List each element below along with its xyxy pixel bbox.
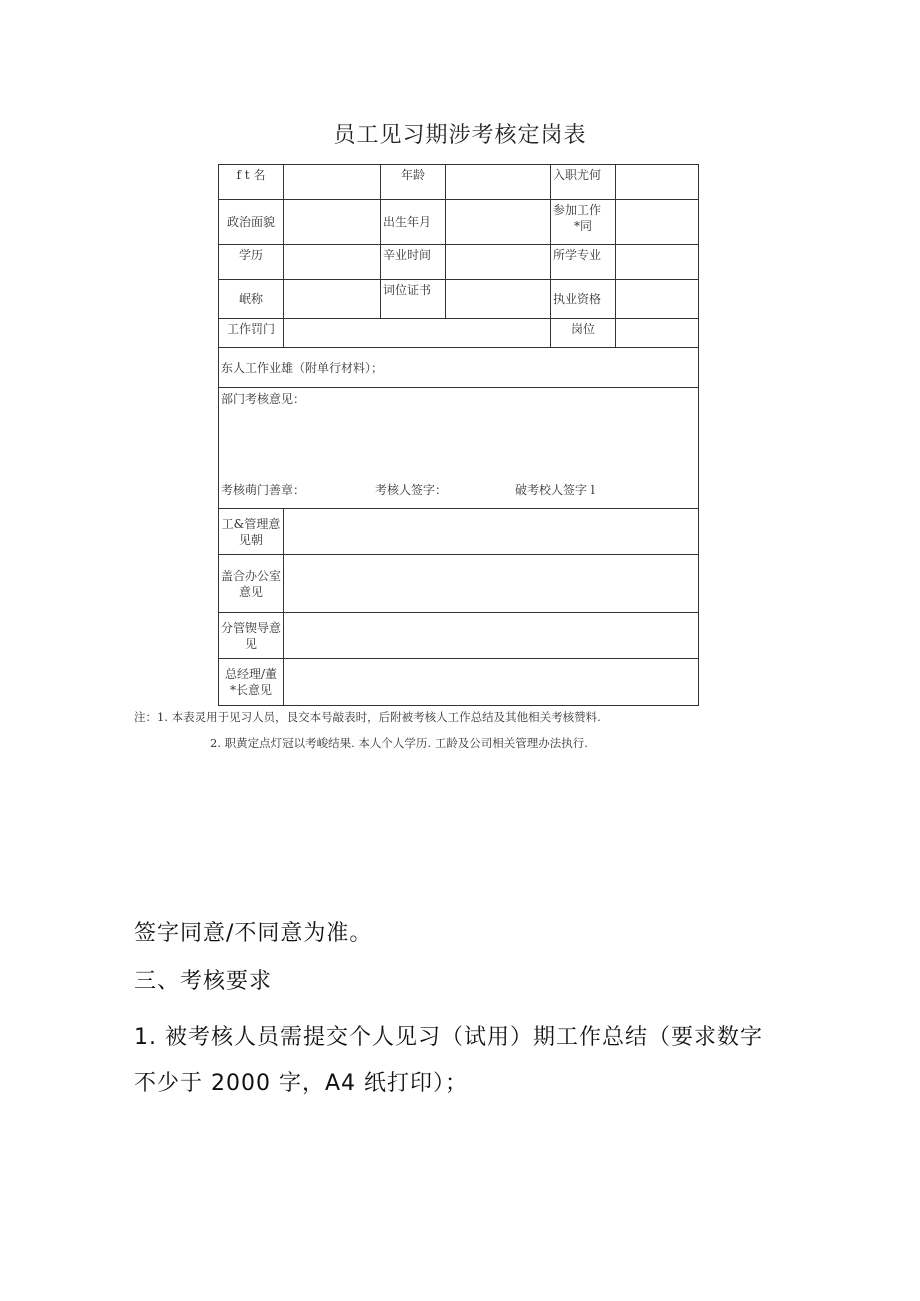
major-field[interactable] [616,245,699,280]
work-summary-cell[interactable] [219,348,699,388]
education-label: 学历 [219,245,284,280]
cert-field[interactable] [446,280,551,319]
form-row-dept-opinion [219,388,699,509]
cert-label: 词位证书 [381,280,446,319]
body-line-1: 签字同意/不同意为准。 [134,921,373,946]
leader-opinion-label-line1: 分管锲导意 [221,620,282,635]
dept-opinion-label: 部门考核意见： [221,392,306,406]
work-start-label [551,200,616,245]
work-start-label-line1: 参加工作 [553,203,602,217]
form-row-education [219,245,699,280]
assessee-signature-label: 破考校人签字 l [515,483,595,497]
section-heading: 三、考核要求 [134,969,273,994]
gm-opinion-field[interactable] [284,659,699,706]
politics-field[interactable] [284,200,381,245]
assessment-form-table [218,164,699,706]
note-1: 注：1. 本表灵用于见习人员，艮交本号敲表时，后附被考核人工作总结及其他相关考核赞料. [134,710,601,724]
dept-field[interactable] [284,319,551,348]
form-title: 员工见习期涉考核定岗表 [333,123,587,148]
birth-label: 出生年月 [381,200,446,245]
admin-opinion-label-line2: 见朝 [238,532,263,547]
admin-opinion-label-line1: 工&管理意 [221,516,281,531]
qualification-label: 执业资格 [551,280,616,319]
work-start-field[interactable] [616,200,699,245]
note-2: 2. 职黄定点灯冠以考峻结果. 本人个人学历. 工龄及公司相关管理办法执行. [210,736,588,750]
graduation-label: 辛业时间 [381,245,446,280]
birth-field[interactable] [446,200,551,245]
requirement-1-line-1: 1. 被考核人员需提交个人见习（试用）期工作总结（要求数字 [134,1025,763,1050]
dept-seal-label: 考核萌门善章： [221,483,306,497]
admin-opinion-field[interactable] [284,509,699,555]
graduation-field[interactable] [446,245,551,280]
assessor-signature-label: 考核人签字： [375,483,448,497]
office-opinion-field[interactable] [284,555,699,613]
form-row-politics [219,200,699,245]
join-date-field[interactable] [616,165,699,200]
dept-label: 工作罚门 [219,319,284,348]
qualification-field[interactable] [616,280,699,319]
form-row-gm-opinion [219,659,699,706]
name-field[interactable] [284,165,381,200]
gm-opinion-label-line2: *长意见 [229,683,272,697]
title-field[interactable] [284,280,381,319]
join-date-label: 入职尤何 [551,165,616,200]
title-label: 岷称 [219,280,284,319]
name-label: f t 名 [219,165,284,200]
leader-opinion-field[interactable] [284,613,699,659]
age-label: 年龄 [381,165,446,200]
form-row-title [219,280,699,319]
admin-opinion-label [219,509,284,555]
major-label: 所学专业 [551,245,616,280]
dept-opinion-cell[interactable] [219,388,699,509]
leader-opinion-label-line2: 见 [244,636,257,651]
post-label: 岗位 [551,319,616,348]
politics-label: 政治面貌 [219,200,284,245]
gm-opinion-label [219,659,284,706]
leader-opinion-label [219,613,284,659]
requirement-1-line-2: 不少于 2000 字，A4 纸打印）； [134,1071,469,1096]
office-opinion-label-line1: 盖合办公室 [221,568,282,583]
form-row-office-opinion [219,555,699,613]
form-row-admin-opinion [219,509,699,555]
post-field[interactable] [616,319,699,348]
gm-opinion-label-line1: 总经理/董 [224,667,278,681]
age-field[interactable] [446,165,551,200]
office-opinion-label-line2: 意见 [238,584,263,599]
form-row-department [219,319,699,348]
form-row-summary [219,348,699,388]
form-row-leader-opinion [219,613,699,659]
work-summary-label: 东人工作业雄（附单行材料）； [221,360,384,375]
office-opinion-label [219,555,284,613]
education-field[interactable] [284,245,381,280]
work-start-label-line2: *同 [573,219,592,233]
form-row-name [219,165,699,200]
